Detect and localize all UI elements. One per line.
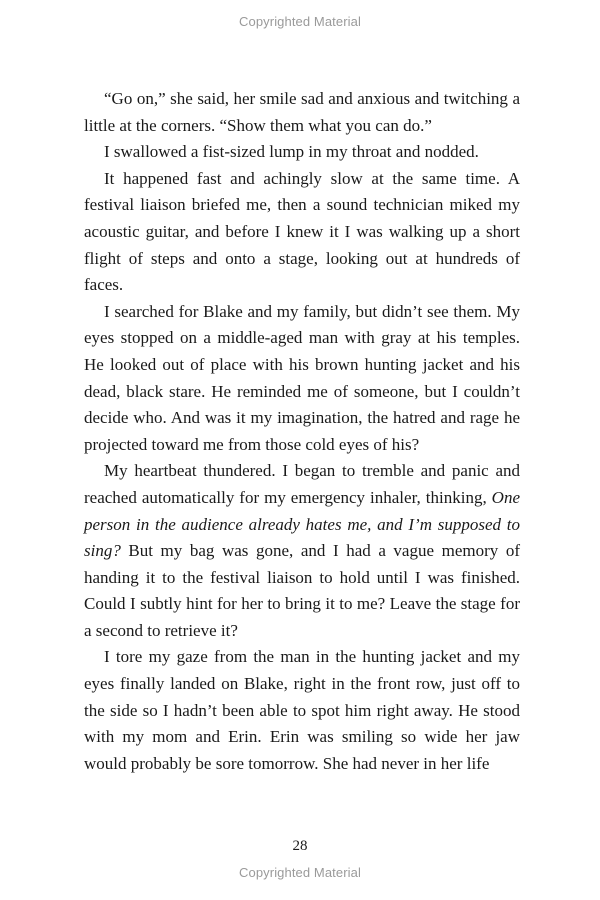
paragraph-2: I swallowed a fist-sized lump in my throat and nodded. bbox=[104, 142, 479, 162]
body-text bbox=[84, 86, 520, 777]
paragraph-5 bbox=[84, 458, 520, 644]
paragraph-5-tail: But my bag was gone, and I had a vague memory of handing it to the festival liaison to hold until I was finished. Could I subtly hint for her to bring it to me? Leave the stage for a second to retrieve it? bbox=[84, 541, 520, 640]
paragraph-5-italic-thought: One person in the audience already hates me, and I’m supposed to sing? bbox=[84, 487, 520, 561]
paragraph-4: I searched for Blake and my family, but didn’t see them. My eyes stopped on a middle-aged man with gray at his temples. He looked out of place with his brown hunting jacket and his dead, black stare. He reminded me of someone, but I couldn’t decide who. And was it my imagination, the hatred and rage he projected toward me from those cold eyes of his? bbox=[84, 301, 520, 454]
paragraph-1: “Go on,” she said, her smile sad and anxious and twitching a little at the corners. “Show them what you can do.” bbox=[84, 89, 520, 135]
paragraph-3: It happened fast and achingly slow at the same time. A festival liaison briefed me, then a sound technician miked my acoustic guitar, and before I knew it I was walking up a short flight of steps and onto a stage, looking out at hundreds of faces. bbox=[84, 168, 520, 295]
paragraph-6: I tore my gaze from the man in the hunting jacket and my eyes finally landed on Blake, right in the front row, just off to the side so I hadn’t been able to spot him right away. He stood with my mom and Erin. Erin was smiling so wide her jaw would probably be sore tomorrow. She had never in her life bbox=[84, 647, 520, 773]
copyright-watermark-top: Copyrighted Material bbox=[239, 14, 361, 29]
paragraph-5-lead: My heartbeat thundered. I began to tremble and panic and reached automatically for my emergency inhaler, thinking, bbox=[84, 461, 520, 507]
page-number: 28 bbox=[292, 838, 308, 854]
copyright-watermark-bottom: Copyrighted Material bbox=[239, 865, 361, 880]
